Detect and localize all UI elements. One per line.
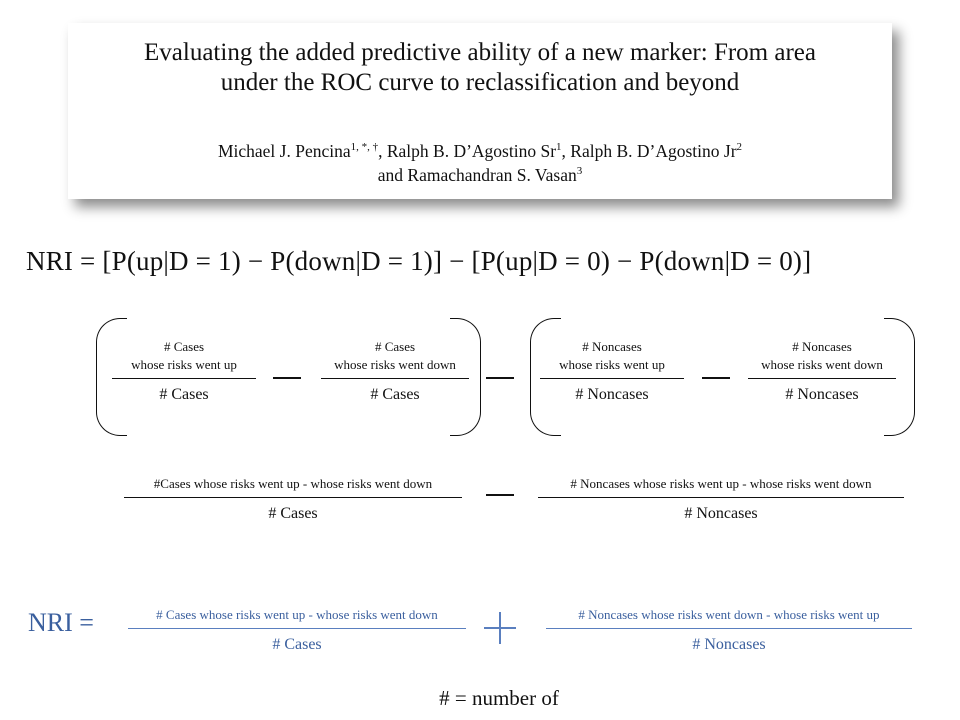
fraction-denominator: # Cases bbox=[159, 386, 209, 403]
author-name: Michael J. Pencina bbox=[217, 141, 351, 161]
numerator-line-1: # Cases bbox=[374, 339, 416, 354]
fraction-numerator bbox=[112, 338, 256, 374]
footnote: # = number of bbox=[439, 686, 559, 710]
numerator-line-2: whose risks went down bbox=[334, 357, 456, 372]
fraction-numerator bbox=[321, 338, 469, 374]
fraction-cases-combined bbox=[124, 475, 462, 524]
numerator-line-1: # Cases bbox=[163, 339, 205, 354]
numerator-line-2: whose risks went down bbox=[761, 357, 883, 372]
fraction-noncases-up bbox=[540, 338, 684, 405]
paper-authors bbox=[68, 139, 892, 187]
fraction-numerator: # Noncases whose risks went down - whose risks went up bbox=[578, 607, 880, 622]
fraction-numerator: # Cases whose risks went up - whose risks went down bbox=[156, 607, 438, 622]
author-affiliation: 1, *, † bbox=[350, 141, 379, 154]
authors-line-1: Michael J. Pencina$^{1, *, \dagger}$, Ralph B. D’Agostino Sr$^1$, Ralph B. D’Agostino Jr$^2$ bbox=[217, 141, 743, 161]
author-name: Ralph B. D’Agostino Sr bbox=[386, 141, 557, 161]
minus-sign bbox=[273, 377, 301, 379]
fraction-denominator: # Noncases bbox=[785, 386, 859, 403]
numerator-line-1: # Noncases bbox=[582, 339, 642, 354]
minus-sign bbox=[702, 377, 730, 379]
fraction-bar bbox=[124, 497, 462, 498]
fraction-denominator: # Cases bbox=[272, 636, 322, 653]
fraction-noncases-combined bbox=[538, 475, 904, 524]
fraction-bar bbox=[538, 497, 904, 498]
paper-title bbox=[68, 38, 892, 98]
paper-title-line-1: Evaluating the added predictive ability of a new marker: From area bbox=[144, 39, 816, 66]
fraction-cases-down bbox=[321, 338, 469, 405]
plus-vertical bbox=[499, 612, 501, 644]
fraction-denominator: # Noncases bbox=[692, 636, 766, 653]
fraction-denominator: # Noncases bbox=[684, 505, 758, 522]
author-affiliation: 3 bbox=[576, 165, 583, 178]
plus-sign bbox=[484, 612, 516, 644]
fraction-cases-up bbox=[112, 338, 256, 405]
fraction-numerator: # Noncases whose risks went up - whose risks went down bbox=[570, 476, 872, 491]
fraction-numerator bbox=[540, 338, 684, 374]
minus-sign bbox=[486, 494, 514, 496]
author-affiliation: 1 bbox=[556, 141, 562, 154]
fraction-numerator bbox=[748, 338, 896, 374]
fraction-numerator: #Cases whose risks went up - whose risks went down bbox=[153, 476, 433, 491]
nri-blue-label: NRI = bbox=[28, 608, 94, 637]
fraction-bar bbox=[321, 378, 469, 379]
numerator-line-2: whose risks went up bbox=[559, 357, 665, 372]
authors-line-2: and Ramachandran S. Vasan$^3$ bbox=[377, 165, 583, 185]
author-name: Ramachandran S. Vasan bbox=[407, 165, 577, 185]
nri-formula: NRI = [P(up|D = 1) − P(down|D = 1)] − [P(up|D = 0) − P(down|D = 0)] bbox=[26, 246, 812, 276]
numerator-line-2: whose risks went up bbox=[131, 357, 237, 372]
minus-sign bbox=[486, 377, 514, 379]
fraction-bar bbox=[128, 628, 466, 629]
fraction-noncases-final bbox=[546, 606, 912, 655]
author-name: Ralph B. D’Agostino Jr bbox=[570, 141, 737, 161]
fraction-denominator: # Cases bbox=[268, 505, 318, 522]
fraction-bar bbox=[112, 378, 256, 379]
fraction-bar bbox=[546, 628, 912, 629]
fraction-denominator: # Noncases bbox=[575, 386, 649, 403]
paper-header-card bbox=[68, 23, 892, 199]
fraction-bar bbox=[748, 378, 896, 379]
fraction-cases-final bbox=[128, 606, 466, 655]
numerator-line-1: # Noncases bbox=[792, 339, 852, 354]
author-affiliation: 2 bbox=[736, 141, 743, 154]
fraction-bar bbox=[540, 378, 684, 379]
paper-title-line-2: under the ROC curve to reclassification and beyond bbox=[220, 69, 740, 96]
fraction-denominator: # Cases bbox=[370, 386, 420, 403]
fraction-noncases-down bbox=[748, 338, 896, 405]
